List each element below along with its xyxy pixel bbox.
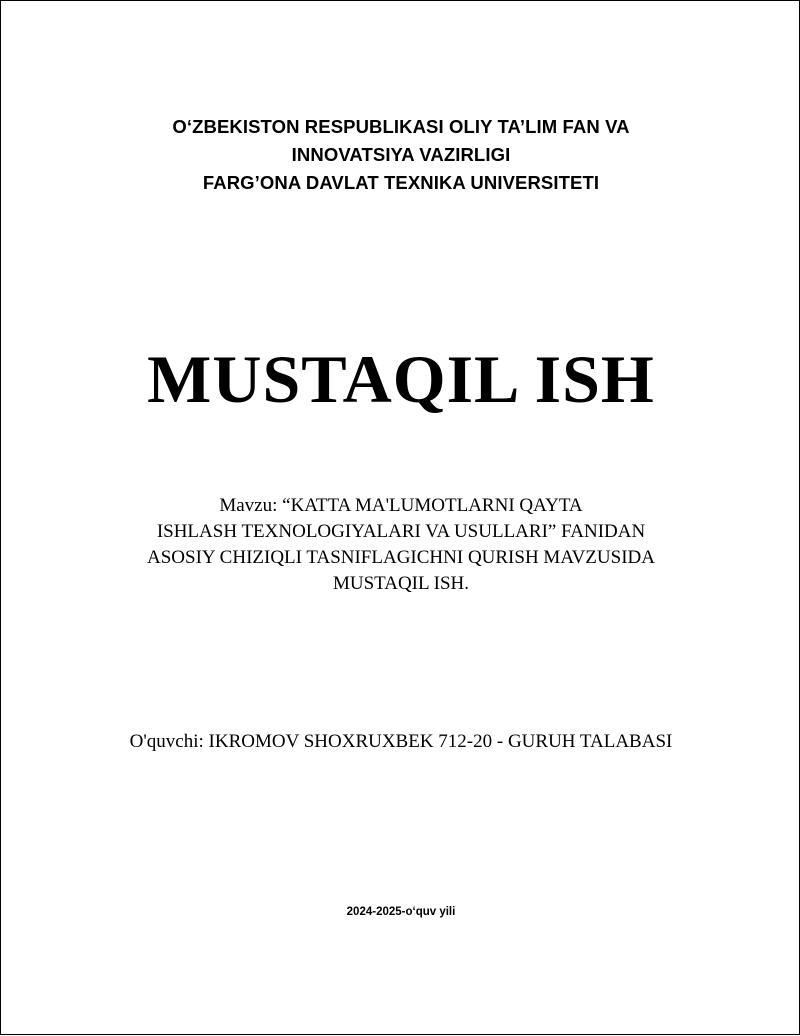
academic-year: 2024-2025-o‘quv yili xyxy=(346,906,456,918)
subject-line-2: ISHLASH TEXNOLOGIYALARI VA USULLARI” FANIDAN xyxy=(156,521,646,542)
page-title: MUSTAQIL ISH xyxy=(147,341,655,417)
subject-line-1: Mavzu: “KATTA MA'LUMOTLARNI QAYTA xyxy=(219,495,583,516)
subject-line-3: ASOSIY CHIZIQLI TASNIFLAGICHNI QURISH MAVZUSIDA xyxy=(147,547,655,568)
institution-header-line-3: FARG’ONA DAVLAT TEXNIKA UNIVERSITETI xyxy=(202,172,600,193)
institution-header-line-2: INNOVATSIYA VAZIRLIGI xyxy=(291,144,511,165)
title-page-content xyxy=(1,1,800,1036)
student-info: O'quvchi: IKROMOV SHOXRUXBEK 712-20 - GURUH TALABASI xyxy=(129,731,673,752)
subject-line-4: MUSTAQIL ISH. xyxy=(332,573,470,594)
institution-header-line-1: O‘ZBEKISTON RESPUBLIKASI OLIY TA’LIM FAN VA xyxy=(172,116,630,137)
document-title-block xyxy=(61,341,741,417)
institution-header xyxy=(101,113,701,197)
subject-description xyxy=(101,493,701,597)
